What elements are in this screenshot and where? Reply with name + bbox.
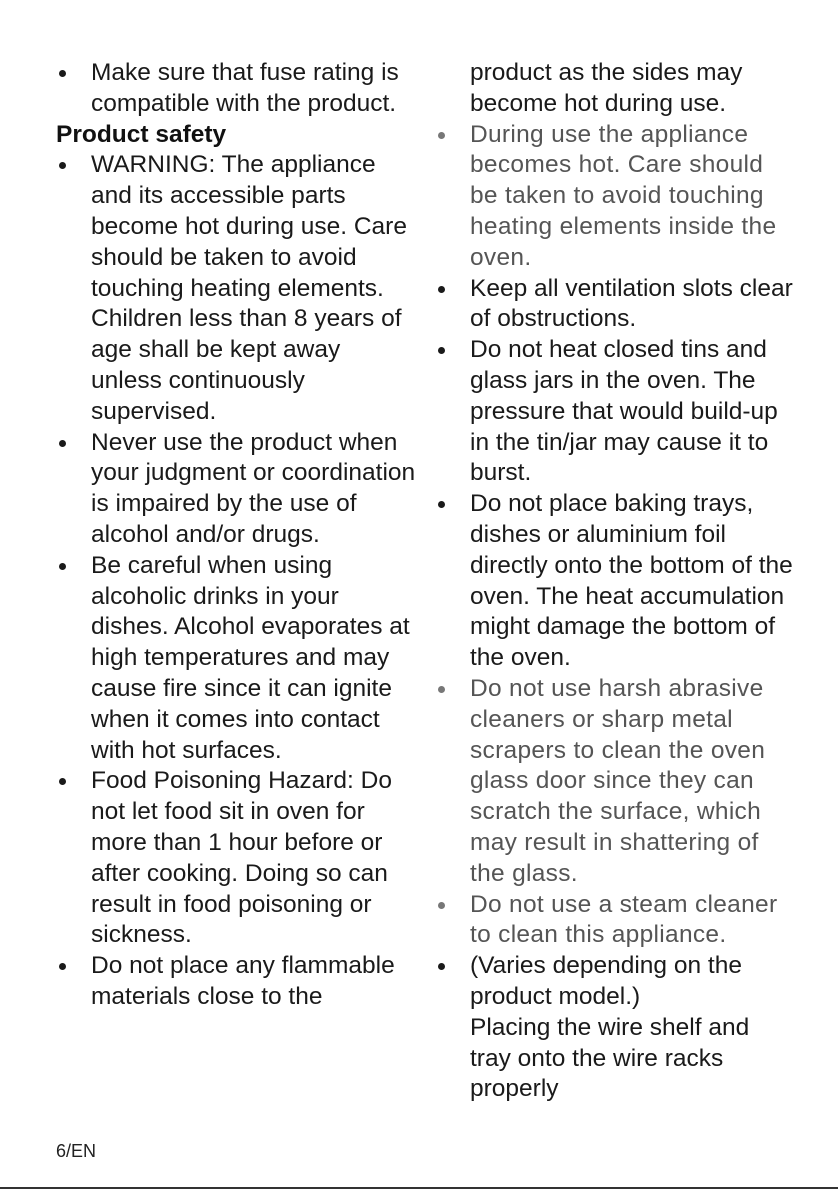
list-item-text: Do not use a steam cleaner to clean this appliance. bbox=[470, 890, 778, 949]
bullet-icon bbox=[56, 766, 91, 797]
list-item-subtext: Placing the wire shelf and tray onto the wire racks properly bbox=[470, 1013, 750, 1103]
bullet-icon bbox=[56, 551, 91, 582]
list-item bbox=[56, 766, 416, 951]
bullet-icon bbox=[435, 274, 470, 305]
list-item-text: Do not place any flammable materials close to the bbox=[91, 952, 395, 1010]
list-item bbox=[56, 58, 416, 120]
list-item bbox=[435, 890, 795, 952]
bottom-divider bbox=[0, 1187, 838, 1189]
bullet-icon bbox=[435, 489, 470, 520]
list-item-text: Never use the product when your judgment or coordination is impaired by the use of alcohol and/or drugs. bbox=[91, 428, 416, 548]
list-item bbox=[56, 150, 416, 427]
bullet-icon bbox=[56, 428, 91, 459]
page-number: 6/EN bbox=[56, 1141, 97, 1161]
list-item-text: Do not use harsh abrasive cleaners or sharp metal scrapers to clean the oven glass door since they can scratch the surface, which may result in shattering of the glass. bbox=[470, 674, 766, 887]
list-item-text: WARNING: The appliance and its accessible parts become hot during use. Care should be taken to avoid touching heating elements. Children less than 8 years of age shall be kept away unless continuously supervised. bbox=[91, 151, 407, 425]
left-column bbox=[56, 58, 416, 1013]
section-heading: Product safety bbox=[56, 120, 227, 148]
bullet-icon bbox=[435, 335, 470, 366]
bullet-icon bbox=[56, 58, 91, 89]
list-item-text: During use the appliance becomes hot. Care should be taken to avoid touching heating elements inside the oven. bbox=[470, 120, 777, 271]
list-item bbox=[435, 120, 795, 274]
list-item-text: Make sure that fuse rating is compatible with the product. bbox=[91, 59, 399, 117]
bullet-icon bbox=[435, 890, 470, 921]
list-item bbox=[56, 428, 416, 551]
list-item bbox=[56, 951, 416, 1013]
list-item bbox=[435, 951, 795, 1105]
list-item bbox=[56, 551, 416, 767]
list-item-text: Do not heat closed tins and glass jars in the oven. The pressure that would build-up in the tin/jar may cause it to burst. bbox=[470, 336, 778, 487]
right-column bbox=[435, 58, 795, 1105]
list-item-text: (Varies depending on the product model.) bbox=[470, 952, 742, 1010]
bullet-icon bbox=[56, 150, 91, 181]
list-item-text: Keep all ventilation slots clear of obstructions. bbox=[470, 274, 793, 333]
list-item bbox=[435, 274, 795, 336]
list-item-text: Food Poisoning Hazard: Do not let food sit in oven for more than 1 hour before or after cooking. Doing so can result in food poisoning or sickness. bbox=[91, 767, 392, 949]
list-item bbox=[435, 489, 795, 674]
bullet-icon bbox=[56, 951, 91, 982]
bullet-icon bbox=[435, 951, 470, 982]
list-item bbox=[435, 335, 795, 489]
continuation-text: product as the sides may become hot during use. bbox=[470, 59, 743, 117]
bullet-icon bbox=[435, 674, 470, 705]
list-item-text: Be careful when using alcoholic drinks in your dishes. Alcohol evaporates at high temperatures and may cause fire since it can ignite when it comes into contact with hot surfaces. bbox=[91, 551, 410, 764]
list-item-text: Do not place baking trays, dishes or aluminium foil directly onto the bottom of the oven. The heat accumulation might damage the bottom of the oven. bbox=[470, 490, 793, 672]
bullet-icon bbox=[435, 120, 470, 151]
list-item bbox=[435, 674, 795, 890]
